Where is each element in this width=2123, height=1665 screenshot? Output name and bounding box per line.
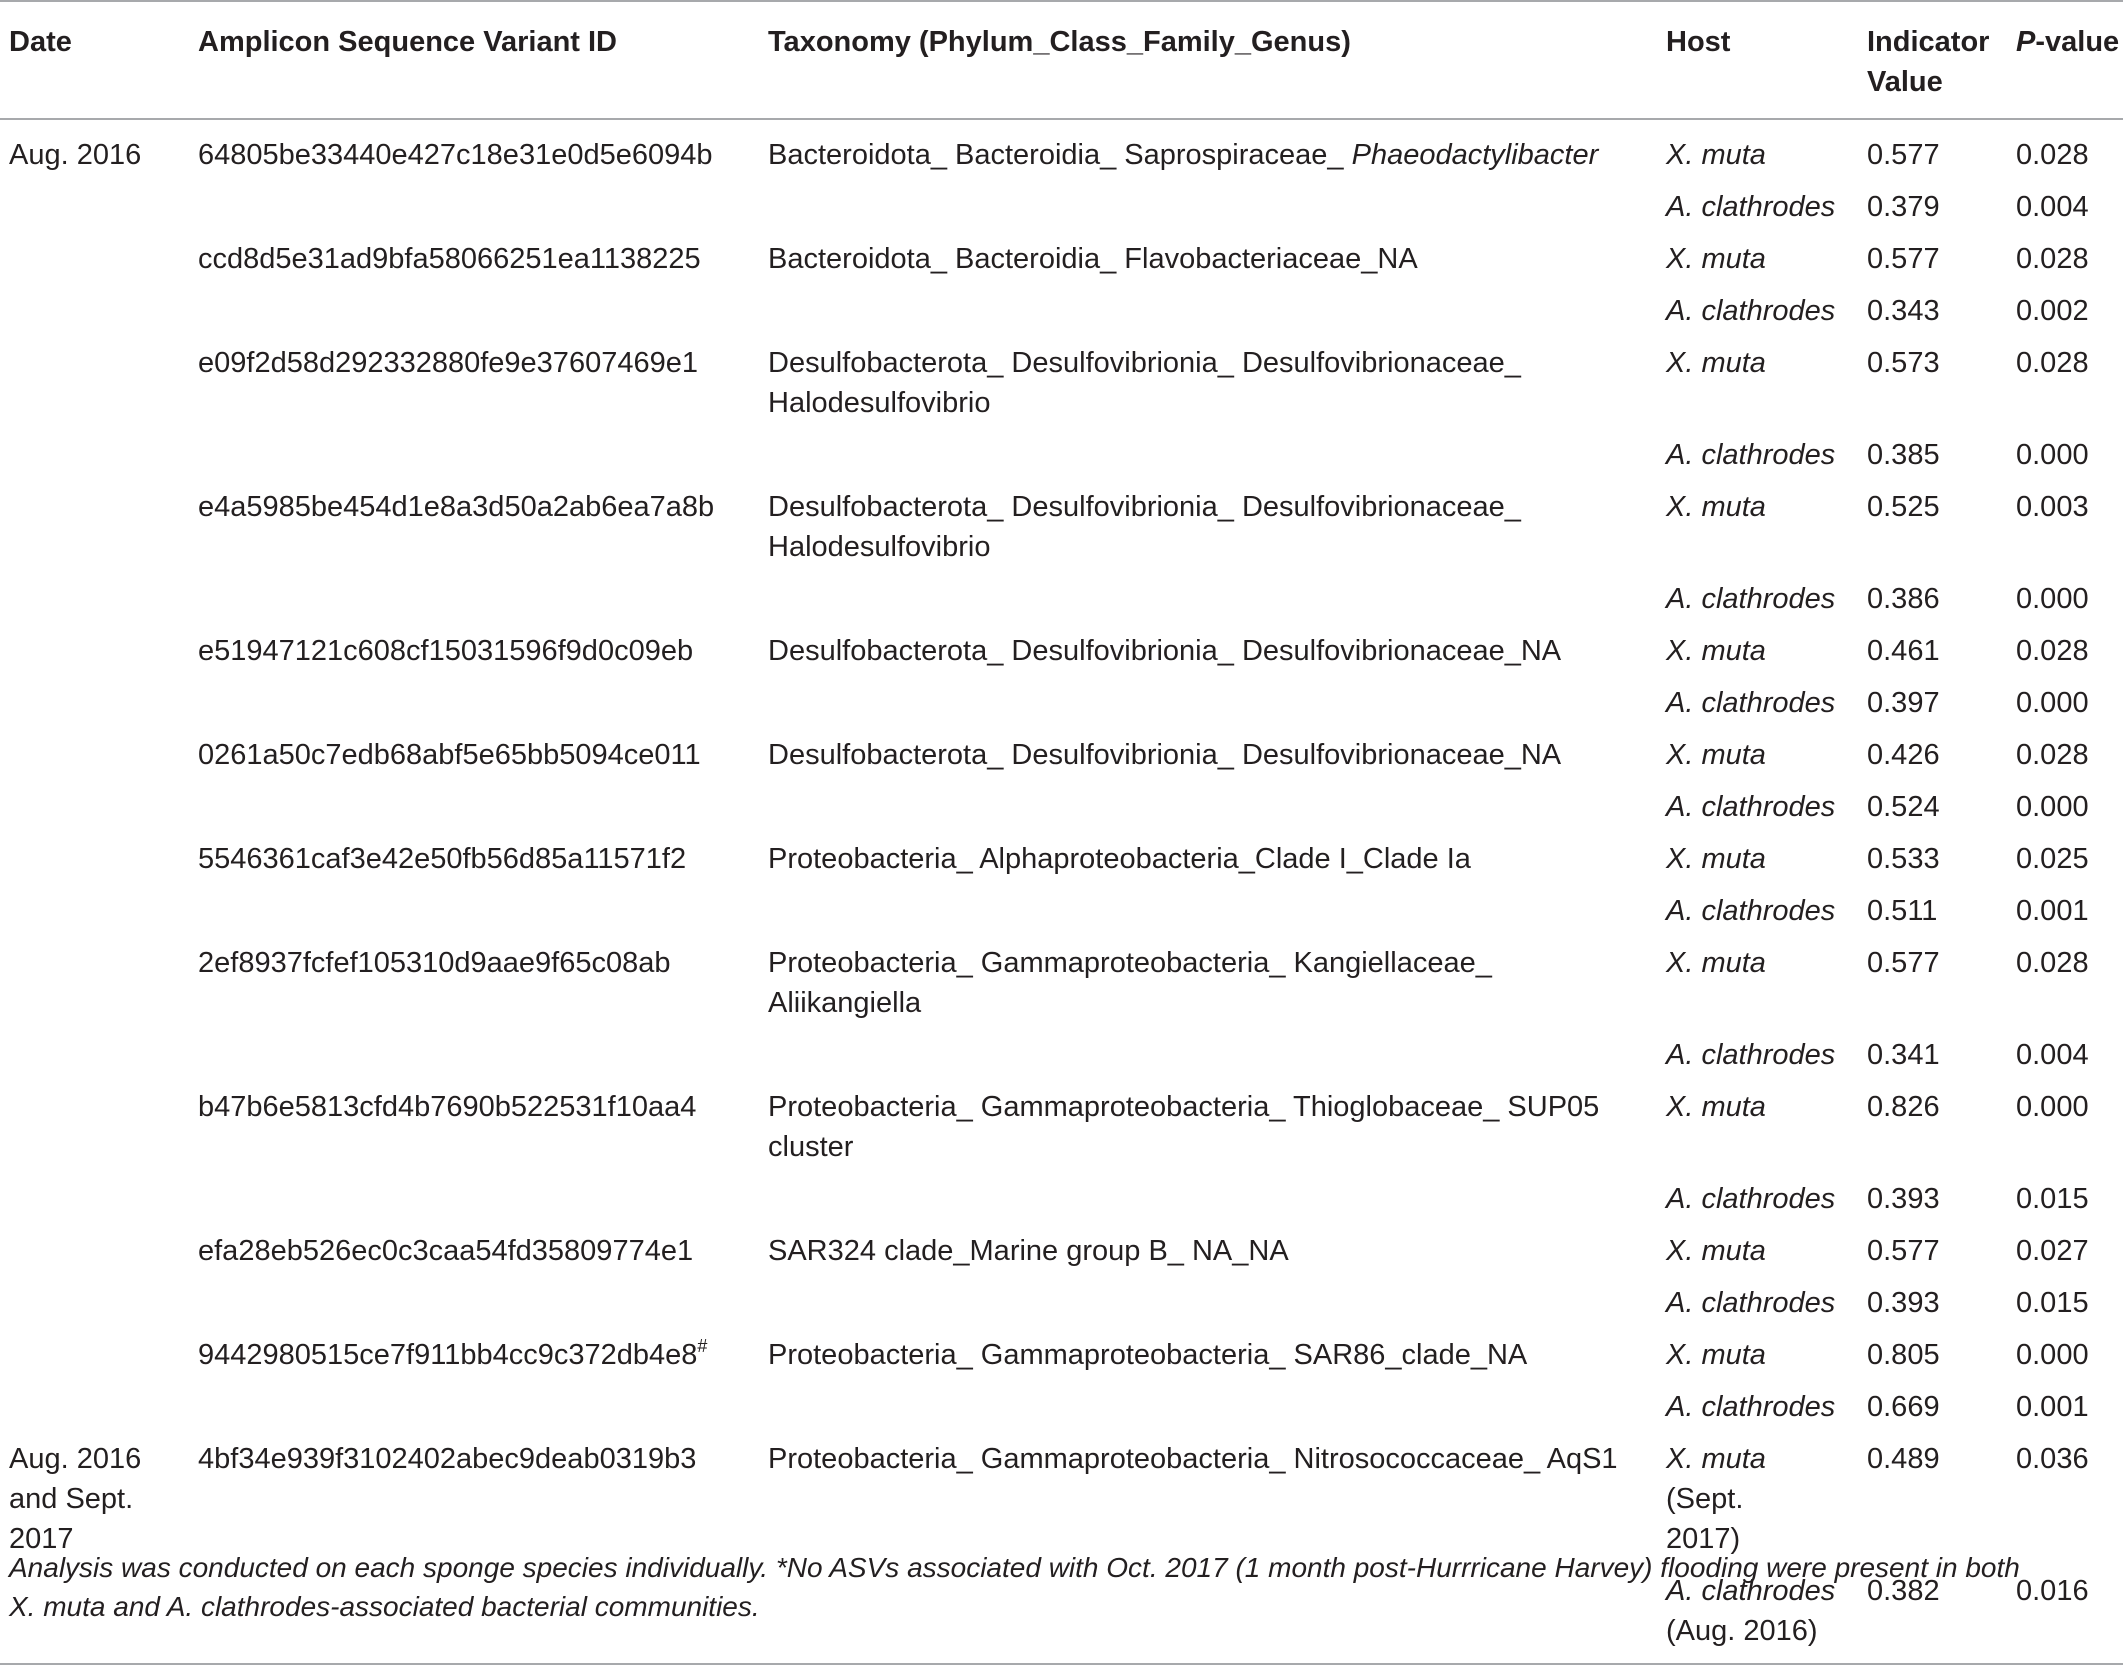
p-value-cell: 0.000 (2016, 1091, 2089, 1123)
taxonomy-cell (768, 1082, 1666, 1174)
asv-id-cell: 2ef8937fcfef105310d9aae9f65c08ab (198, 947, 671, 979)
host-cell: A. clathrodes (1666, 687, 1836, 719)
table-row (0, 430, 2123, 482)
indicator-value-cell: 0.533 (1867, 843, 1940, 875)
host-cell: X. muta (1666, 1091, 1766, 1123)
table-row (0, 886, 2123, 938)
host-cell: X. muta (1666, 947, 1766, 979)
indicator-value-cell: 0.426 (1867, 739, 1940, 771)
taxonomy-cell (768, 938, 1666, 1030)
taxonomy-line2: Halodesulfovibrio (768, 387, 991, 419)
header-p-value (2016, 1, 2123, 119)
header-p-italic: P (2016, 26, 2036, 58)
asv-id-cell: e4a5985be454d1e8a3d50a2ab6ea7a8b (198, 491, 715, 523)
taxonomy-cell: SAR324 clade_Marine group B_ NA_NA (768, 1235, 1289, 1267)
taxonomy-cell: Proteobacteria_ Alphaproteobacteria_Clade I_Clade Ia (768, 843, 1471, 875)
indicator-value-cell: 0.573 (1867, 347, 1940, 379)
table-row (0, 1330, 2123, 1382)
table-row (0, 1030, 2123, 1082)
p-value-cell: 0.036 (2016, 1443, 2089, 1475)
host-date-line2: (Aug. 2016) (1666, 1615, 1818, 1647)
footnote-line2: X. muta and A. clathrodes-associated bacterial communities. (9, 1591, 760, 1622)
indicator-value-cell: 0.524 (1867, 791, 1940, 823)
p-value-cell: 0.025 (2016, 843, 2089, 875)
host-date-line3: 2017) (1666, 1523, 1741, 1555)
host-cell: X. muta (1666, 739, 1766, 771)
indicator-value-cell: 0.341 (1867, 1039, 1940, 1071)
taxonomy-text: Bacteroidota_ Bacteroidia_ Saprospiraceae_ (768, 139, 1352, 171)
header-taxonomy: Taxonomy (Phylum_Class_Family_Genus) (768, 1, 1666, 119)
indicator-value-cell: 0.343 (1867, 295, 1940, 327)
table-row (0, 730, 2123, 782)
host-cell: A. clathrodes (1666, 191, 1836, 223)
host-cell: X. muta (1666, 347, 1766, 379)
table-row (0, 782, 2123, 834)
p-value-cell: 0.004 (2016, 191, 2089, 223)
indicator-value-cell: 0.525 (1867, 491, 1940, 523)
host-cell: A. clathrodes (1666, 1183, 1836, 1215)
p-value-cell: 0.015 (2016, 1183, 2089, 1215)
taxonomy-genus-italic: Phaeodactylibacter (1351, 139, 1599, 171)
asv-id-cell (198, 1330, 768, 1382)
p-value-cell: 0.000 (2016, 1339, 2089, 1371)
taxonomy-cell (768, 119, 1666, 182)
indicator-value-cell: 0.826 (1867, 1091, 1940, 1123)
table-row (0, 1174, 2123, 1226)
asv-id-cell: efa28eb526ec0c3caa54fd35809774e1 (198, 1235, 694, 1267)
host-cell: A. clathrodes (1666, 583, 1836, 615)
asv-id-cell: e51947121c608cf15031596f9d0c09eb (198, 635, 694, 667)
indicator-value-cell: 0.397 (1867, 687, 1940, 719)
asv-id-text: 9442980515ce7f911bb4cc9c372db4e8 (198, 1339, 698, 1371)
taxonomy-line1: Proteobacteria_ Gammaproteobacteria_ Kangiellaceae_ (768, 947, 1492, 979)
p-value-cell: 0.001 (2016, 895, 2089, 927)
indicator-value-cell: 0.379 (1867, 191, 1940, 223)
taxonomy-line2: Halodesulfovibrio (768, 531, 991, 563)
p-value-cell: 0.002 (2016, 295, 2089, 327)
host-species: A. clathrodes (1666, 1575, 1836, 1607)
asv-id-cell: e09f2d58d292332880fe9e37607469e1 (198, 347, 698, 379)
date-line2: and Sept. (9, 1483, 134, 1515)
asv-id-cell: 64805be33440e427c18e31e0d5e6094b (198, 139, 713, 171)
p-value-cell: 0.000 (2016, 687, 2089, 719)
table-row (0, 1278, 2123, 1330)
asv-id-cell: 5546361caf3e42e50fb56d85a11571f2 (198, 843, 687, 875)
table-row (0, 234, 2123, 286)
table-footnote (9, 1548, 2114, 1626)
p-value-cell: 0.004 (2016, 1039, 2089, 1071)
p-value-cell: 0.027 (2016, 1235, 2089, 1267)
table-row (0, 338, 2123, 430)
host-cell: A. clathrodes (1666, 791, 1836, 823)
p-value-cell: 0.028 (2016, 347, 2089, 379)
asv-id-cell: 0261a50c7edb68abf5e65bb5094ce011 (198, 739, 701, 771)
host-cell: X. muta (1666, 243, 1766, 275)
host-date-line2: (Sept. (1666, 1483, 1744, 1515)
p-value-cell: 0.016 (2016, 1566, 2123, 1664)
indicator-value-cell: 0.511 (1867, 895, 1938, 927)
taxonomy-line1: Proteobacteria_ Gammaproteobacteria_ Thioglobaceae_ SUP05 (768, 1091, 1600, 1123)
taxonomy-cell (768, 482, 1666, 574)
header-indicator-line2: Value (1867, 66, 1943, 98)
table-row (0, 678, 2123, 730)
p-value-cell: 0.001 (2016, 1391, 2089, 1423)
p-value-cell: 0.000 (2016, 439, 2089, 471)
host-cell: X. muta (1666, 843, 1766, 875)
indicator-value-cell: 0.382 (1867, 1566, 2016, 1664)
taxonomy-cell: Bacteroidota_ Bacteroidia_ Flavobacteriaceae_NA (768, 243, 1418, 275)
p-value-cell: 0.028 (2016, 635, 2089, 667)
header-row (0, 1, 2123, 119)
host-cell: A. clathrodes (1666, 1391, 1836, 1423)
p-value-cell: 0.028 (2016, 739, 2089, 771)
indicator-value-cell: 0.385 (1867, 439, 1940, 471)
asv-id-cell: b47b6e5813cfd4b7690b522531f10aa4 (198, 1091, 697, 1123)
header-p-rest: -value (2035, 26, 2120, 58)
host-cell: X. muta (1666, 491, 1766, 523)
indicator-value-cell: 0.669 (1867, 1391, 1940, 1423)
table-row (0, 1082, 2123, 1174)
taxonomy-cell: Proteobacteria_ Gammaproteobacteria_ SAR86_clade_NA (768, 1339, 1528, 1371)
header-asv-id: Amplicon Sequence Variant ID (198, 1, 768, 119)
table-row (0, 482, 2123, 574)
p-value-cell: 0.028 (2016, 947, 2089, 979)
header-date: Date (0, 1, 198, 119)
p-value-cell: 0.000 (2016, 791, 2089, 823)
indicator-value-cell: 0.577 (1867, 947, 1940, 979)
indicator-value-cell: 0.393 (1867, 1183, 1940, 1215)
date-line3: 2017 (9, 1523, 74, 1555)
taxonomy-line2: Aliikangiella (768, 987, 922, 1019)
host-cell: A. clathrodes (1666, 295, 1836, 327)
host-species: X. muta (1666, 1443, 1766, 1475)
host-cell: A. clathrodes (1666, 1039, 1836, 1071)
host-cell: X. muta (1666, 1235, 1766, 1267)
date-cell: Aug. 2016 (9, 139, 142, 171)
asv-id-cell: ccd8d5e31ad9bfa58066251ea1138225 (198, 243, 701, 275)
footnote-line1: Analysis was conducted on each sponge species individually. *No ASVs associated with Oct. 2017 (1 month post-Hurrricane Harvey) flooding were present in both (9, 1552, 2020, 1583)
host-cell (1666, 1434, 1867, 1566)
header-indicator-line1: Indicator (1867, 26, 1990, 58)
table-row (0, 938, 2123, 1030)
header-indicator-value (1867, 1, 2016, 119)
indicator-value-cell: 0.577 (1867, 139, 1940, 171)
table-row (0, 286, 2123, 338)
taxonomy-cell: Proteobacteria_ Gammaproteobacteria_ Nitrosococcaceae_ AqS1 (768, 1443, 1618, 1475)
host-cell: X. muta (1666, 1339, 1766, 1371)
table-row (0, 574, 2123, 626)
table-row (0, 1226, 2123, 1278)
host-cell: X. muta (1666, 139, 1766, 171)
table-row (0, 1382, 2123, 1434)
taxonomy-line1: Desulfobacterota_ Desulfovibrionia_ Desulfovibrionaceae_ (768, 347, 1521, 379)
host-cell: A. clathrodes (1666, 1287, 1836, 1319)
table-row (0, 119, 2123, 182)
table-row (0, 834, 2123, 886)
date-line1: Aug. 2016 (9, 1443, 142, 1475)
indicator-value-cell: 0.577 (1867, 243, 1940, 275)
table-row (0, 626, 2123, 678)
header-host: Host (1666, 1, 1867, 119)
taxonomy-cell (768, 338, 1666, 430)
p-value-cell: 0.003 (2016, 491, 2089, 523)
host-cell: X. muta (1666, 635, 1766, 667)
date-cell (0, 1434, 198, 1566)
indicator-value-cell: 0.805 (1867, 1339, 1940, 1371)
p-value-cell: 0.028 (2016, 139, 2089, 171)
indicator-value-cell: 0.393 (1867, 1287, 1940, 1319)
taxonomy-cell: Desulfobacterota_ Desulfovibrionia_ Desulfovibrionaceae_NA (768, 635, 1562, 667)
taxonomy-cell: Desulfobacterota_ Desulfovibrionia_ Desulfovibrionaceae_NA (768, 739, 1562, 771)
indicator-value-cell: 0.386 (1867, 583, 1940, 615)
taxonomy-line2: cluster (768, 1131, 854, 1163)
indicator-value-cell: 0.577 (1867, 1235, 1940, 1267)
table-row (0, 182, 2123, 234)
host-cell: A. clathrodes (1666, 895, 1836, 927)
footnote-mark: # (697, 1336, 708, 1356)
host-cell: A. clathrodes (1666, 439, 1836, 471)
p-value-cell: 0.000 (2016, 583, 2089, 615)
indicator-value-cell: 0.461 (1867, 635, 1940, 667)
table-row (0, 1434, 2123, 1566)
p-value-cell: 0.015 (2016, 1287, 2089, 1319)
p-value-cell: 0.028 (2016, 243, 2089, 275)
asv-id-cell: 4bf34e939f3102402abec9deab0319b3 (198, 1443, 697, 1475)
taxonomy-line1: Desulfobacterota_ Desulfovibrionia_ Desulfovibrionaceae_ (768, 491, 1521, 523)
indicator-value-cell: 0.489 (1867, 1443, 1940, 1475)
